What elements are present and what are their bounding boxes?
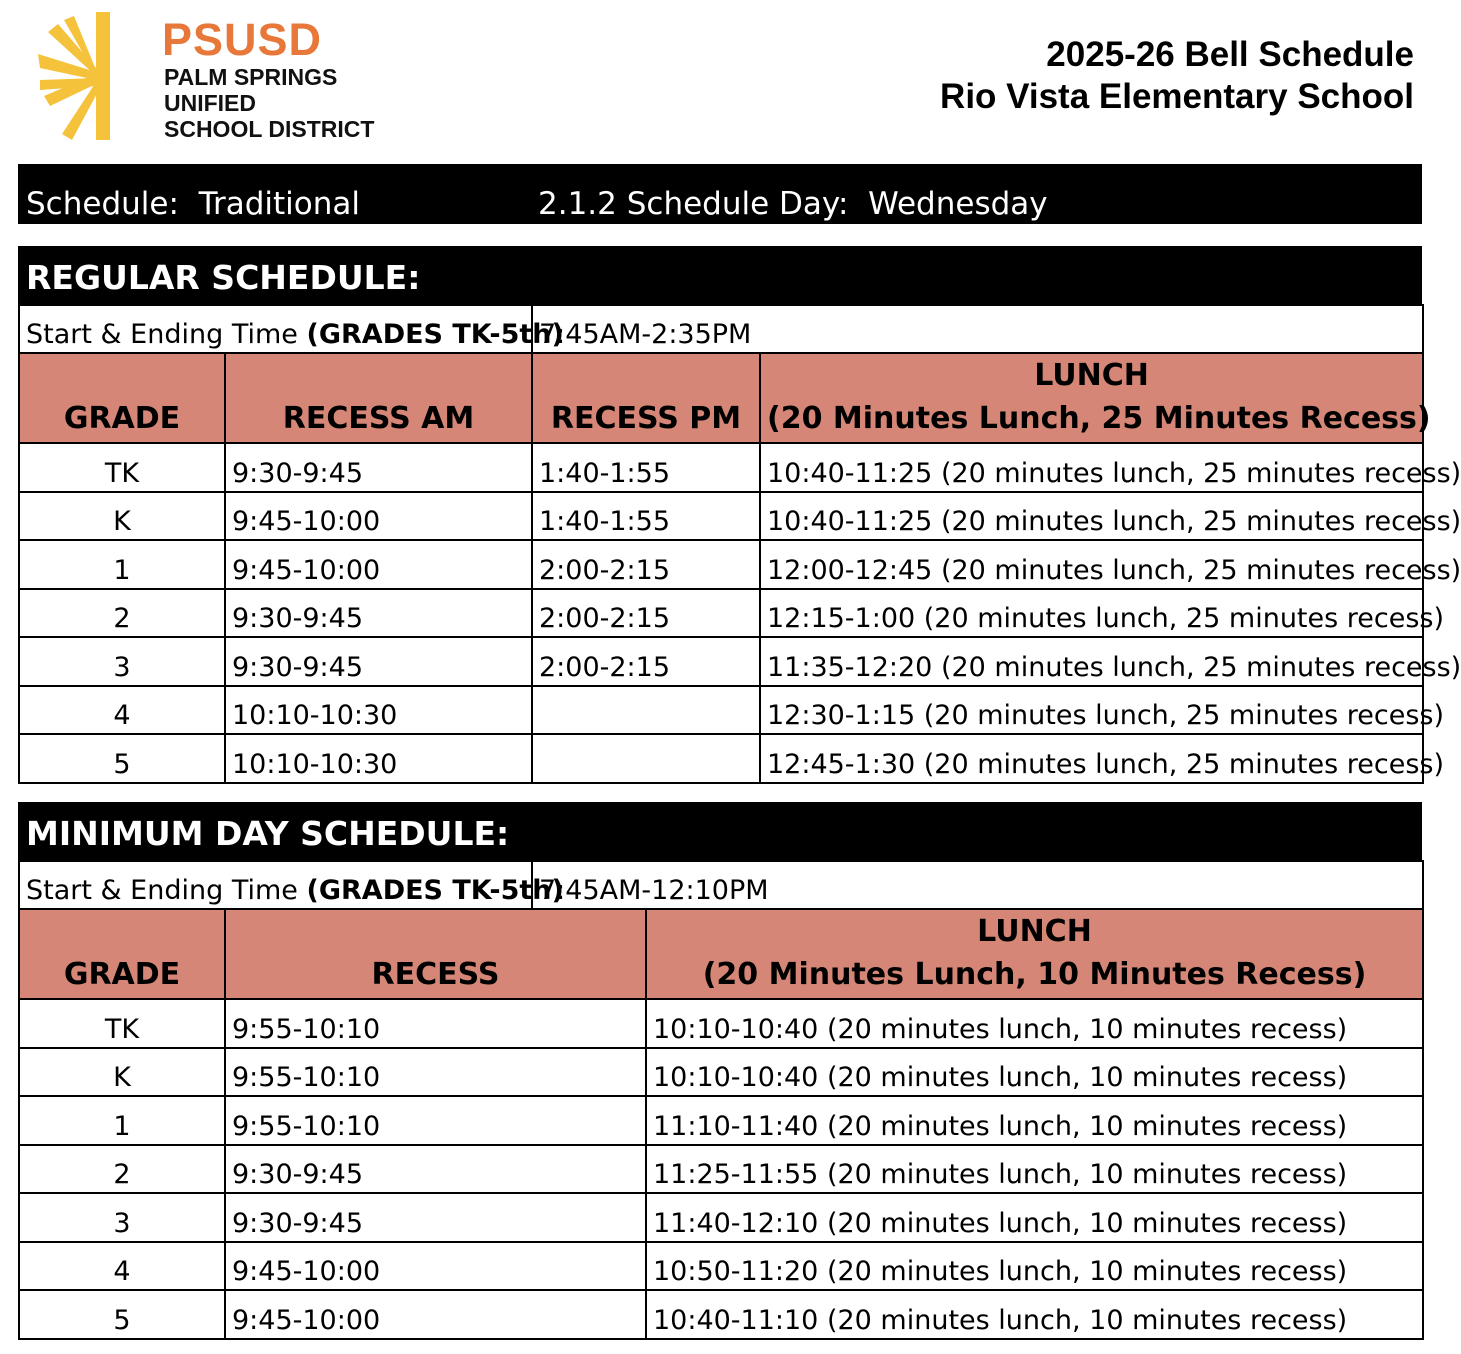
- recess-cell: 9:55-10:10: [225, 999, 646, 1048]
- recess-pm-cell: 1:40-1:55: [532, 443, 760, 492]
- schedule-day: 2.1.2 Schedule Day: Wednesday: [538, 186, 1048, 222]
- header-lunch: LUNCH (20 Minutes Lunch, 25 Minutes Recess): [760, 353, 1423, 443]
- recess-pm-cell: [532, 686, 760, 735]
- grade-cell: 2: [19, 1145, 225, 1194]
- title-line-2: Rio Vista Elementary School: [940, 77, 1414, 116]
- lunch-cell: 10:50-11:20 (20 minutes lunch, 10 minutes recess): [646, 1242, 1423, 1291]
- header-recess-pm: RECESS PM: [532, 353, 760, 443]
- table-row: [19, 1048, 1423, 1097]
- title-line-1: 2025-26 Bell Schedule: [1046, 35, 1414, 74]
- regular-schedule-heading: REGULAR SCHEDULE:: [18, 246, 1422, 304]
- recess-cell: 9:45-10:00: [225, 1242, 646, 1291]
- grade-cell: 2: [19, 589, 225, 638]
- recess-cell: 9:55-10:10: [225, 1048, 646, 1097]
- lunch-cell: 11:40-12:10 (20 minutes lunch, 10 minutes recess): [646, 1193, 1423, 1242]
- recess-am-cell: 10:10-10:30: [225, 686, 532, 735]
- header-recess-am: RECESS AM: [225, 353, 532, 443]
- recess-cell: 9:55-10:10: [225, 1096, 646, 1145]
- grade-cell: 1: [19, 540, 225, 589]
- table-row: [19, 1242, 1423, 1291]
- header-grade: GRADE: [19, 909, 225, 999]
- recess-cell: 9:30-9:45: [225, 1145, 646, 1194]
- grade-cell: K: [19, 1048, 225, 1097]
- lunch-cell: 12:00-12:45 (20 minutes lunch, 25 minutes recess): [760, 540, 1423, 589]
- lunch-cell: 10:10-10:40 (20 minutes lunch, 10 minutes recess): [646, 1048, 1423, 1097]
- recess-pm-cell: 1:40-1:55: [532, 492, 760, 541]
- grade-cell: 3: [19, 1193, 225, 1242]
- lunch-cell: 11:35-12:20 (20 minutes lunch, 25 minutes recess): [760, 637, 1423, 686]
- lunch-cell: 11:25-11:55 (20 minutes lunch, 10 minutes recess): [646, 1145, 1423, 1194]
- logo-abbreviation: PSUSD: [162, 14, 323, 65]
- recess-pm-cell: [532, 734, 760, 783]
- grade-cell: 3: [19, 637, 225, 686]
- grade-cell: 4: [19, 686, 225, 735]
- grade-cell: K: [19, 492, 225, 541]
- recess-cell: 9:45-10:00: [225, 1290, 646, 1339]
- regular-schedule-section: [18, 246, 1461, 784]
- table-row: [19, 589, 1423, 638]
- header-row: [19, 353, 1423, 443]
- header-lunch: LUNCH (20 Minutes Lunch, 10 Minutes Recess): [646, 909, 1423, 999]
- table-row: [19, 637, 1423, 686]
- regular-schedule-table: [18, 304, 1461, 784]
- grade-cell: 4: [19, 1242, 225, 1291]
- table-row: [19, 1145, 1423, 1194]
- header-recess: RECESS: [225, 909, 646, 999]
- grade-cell: 5: [19, 1290, 225, 1339]
- lunch-cell: 10:40-11:25 (20 minutes lunch, 25 minutes recess): [760, 492, 1423, 541]
- grade-cell: TK: [19, 999, 225, 1048]
- lunch-cell: 11:10-11:40 (20 minutes lunch, 10 minutes recess): [646, 1096, 1423, 1145]
- table-row: [19, 540, 1423, 589]
- logo-name-line-2: UNIFIED: [164, 90, 256, 116]
- recess-am-cell: 9:30-9:45: [225, 589, 532, 638]
- time-label: Start & Ending Time (GRADES TK-5th): [19, 305, 532, 353]
- document-title: [940, 34, 1414, 118]
- table-row: [19, 734, 1423, 783]
- lunch-cell: 12:15-1:00 (20 minutes lunch, 25 minutes recess): [760, 589, 1423, 638]
- recess-pm-cell: 2:00-2:15: [532, 589, 760, 638]
- minimum-schedule-section: [18, 802, 1422, 1340]
- table-row: [19, 1290, 1423, 1339]
- recess-am-cell: 10:10-10:30: [225, 734, 532, 783]
- table-row: [19, 1193, 1423, 1242]
- time-row: [19, 861, 1423, 909]
- table-row: [19, 1096, 1423, 1145]
- recess-cell: 9:30-9:45: [225, 1193, 646, 1242]
- grade-cell: TK: [19, 443, 225, 492]
- lunch-cell: 10:10-10:40 (20 minutes lunch, 10 minutes recess): [646, 999, 1423, 1048]
- logo-name-line-3: SCHOOL DISTRICT: [164, 116, 375, 142]
- grade-cell: 5: [19, 734, 225, 783]
- time-value: 7:45AM-2:35PM: [532, 305, 1423, 353]
- time-value: 7:45AM-12:10PM: [532, 861, 1423, 909]
- table-row: [19, 686, 1423, 735]
- header-row: [19, 909, 1423, 999]
- minimum-schedule-table: [18, 860, 1424, 1340]
- sunburst-icon: [38, 10, 118, 144]
- recess-pm-cell: 2:00-2:15: [532, 637, 760, 686]
- table-row: [19, 443, 1423, 492]
- recess-am-cell: 9:30-9:45: [225, 443, 532, 492]
- recess-pm-cell: 2:00-2:15: [532, 540, 760, 589]
- recess-am-cell: 9:45-10:00: [225, 540, 532, 589]
- logo-name-line-1: PALM SPRINGS: [164, 64, 338, 90]
- recess-am-cell: 9:30-9:45: [225, 637, 532, 686]
- minimum-schedule-heading: MINIMUM DAY SCHEDULE:: [18, 802, 1422, 860]
- recess-am-cell: 9:45-10:00: [225, 492, 532, 541]
- psusd-logo: [38, 10, 375, 144]
- time-label: Start & Ending Time (GRADES TK-5th): [19, 861, 532, 909]
- schedule-type: Schedule: Traditional: [26, 186, 361, 222]
- grade-cell: 1: [19, 1096, 225, 1145]
- table-row: [19, 999, 1423, 1048]
- lunch-cell: 10:40-11:25 (20 minutes lunch, 25 minutes recess): [760, 443, 1423, 492]
- header-grade: GRADE: [19, 353, 225, 443]
- lunch-cell: 12:45-1:30 (20 minutes lunch, 25 minutes recess): [760, 734, 1423, 783]
- lunch-cell: 12:30-1:15 (20 minutes lunch, 25 minutes recess): [760, 686, 1423, 735]
- schedule-banner: [18, 164, 1422, 224]
- lunch-cell: 10:40-11:10 (20 minutes lunch, 10 minutes recess): [646, 1290, 1423, 1339]
- time-row: [19, 305, 1423, 353]
- table-row: [19, 492, 1423, 541]
